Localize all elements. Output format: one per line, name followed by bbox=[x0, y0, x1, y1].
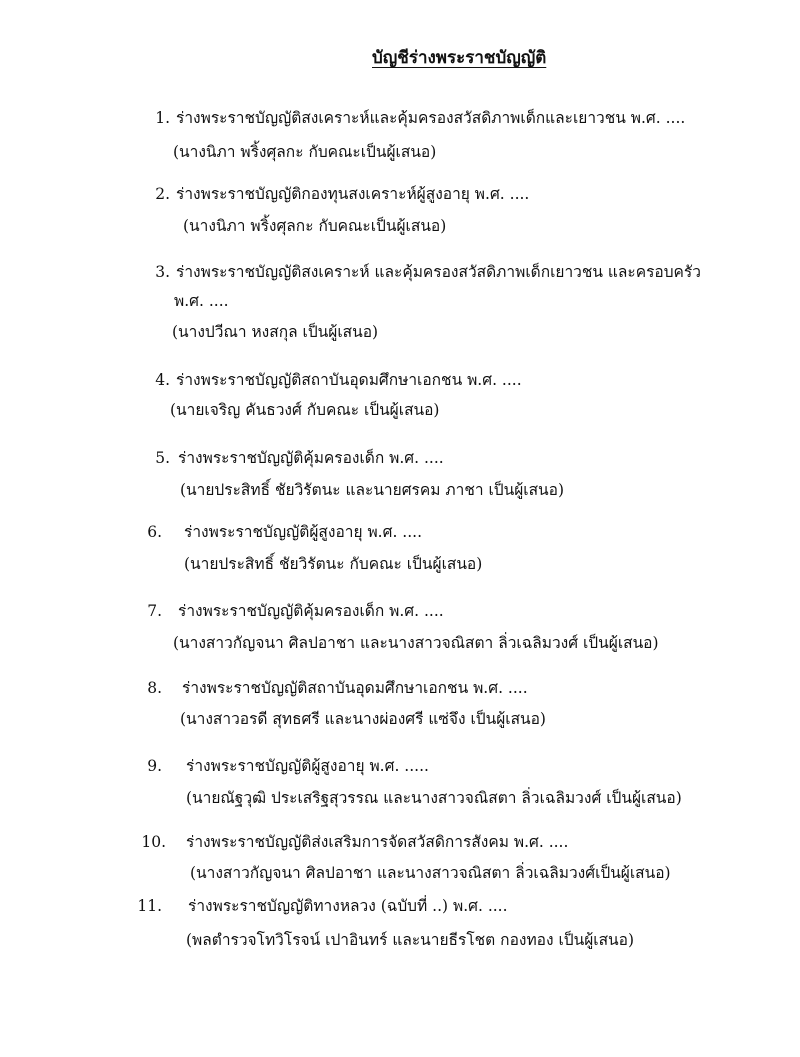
bill-proposer: (นางนิภา พริ้งศุลกะ กับคณะเป็นผู้เสนอ) bbox=[173, 143, 437, 161]
bill-proposer: (นายเจริญ คันธวงศ์ กับคณะ เป็นผู้เสนอ) bbox=[170, 401, 440, 419]
item-number: 6. bbox=[147, 523, 162, 541]
bill-proposer: (นายประสิทธิ์ ชัยวิรัตนะ และนายศรคม ภาชา เป็นผู้เสนอ) bbox=[180, 481, 564, 499]
bill-title: ร่างพระราชบัญญัติทางหลวง (ฉบับที่ ..) พ.ศ. .... bbox=[188, 897, 508, 915]
bill-proposer: (นายณัฐวุฒิ ประเสริฐสุวรรณ และนางสาวจณิสตา ลิ่วเฉลิมวงศ์ เป็นผู้เสนอ) bbox=[186, 789, 682, 807]
item-number: 10. bbox=[141, 833, 166, 851]
bill-proposer: (นายประสิทธิ์ ชัยวิรัตนะ กับคณะ เป็นผู้เสนอ) bbox=[184, 555, 483, 573]
bill-title: ร่างพระราชบัญญัติส่งเสริมการจัดสวัสดิการสังคม พ.ศ. .... bbox=[186, 833, 569, 851]
document-title: บัญชีร่างพระราชบัญญัติ bbox=[372, 48, 547, 68]
bill-title: ร่างพระราชบัญญัติผู้สูงอายุ พ.ศ. .... bbox=[184, 523, 423, 541]
bill-title: ร่างพระราชบัญญัติคุ้มครองเด็ก พ.ศ. .... bbox=[178, 449, 444, 467]
item-number: 2. bbox=[155, 185, 170, 203]
item-number: 3. bbox=[155, 263, 170, 281]
item-number: 4. bbox=[155, 371, 170, 389]
bill-proposer: (นางปวีณา หงสกุล เป็นผู้เสนอ) bbox=[172, 323, 379, 341]
bill-title: ร่างพระราชบัญญัติกองทุนสงเคราะห์ผู้สูงอายุ พ.ศ. .... bbox=[176, 185, 530, 203]
item-number: 9. bbox=[147, 757, 162, 775]
bill-proposer: (พลตำรวจโทวิโรจน์ เปาอินทร์ และนายธีรโชต กองทอง เป็นผู้เสนอ) bbox=[186, 931, 634, 949]
item-number: 7. bbox=[147, 602, 162, 620]
bill-title: ร่างพระราชบัญญัติผู้สูงอายุ พ.ศ. ..... bbox=[186, 757, 429, 775]
bill-proposer: (นางสาวกัญจนา ศิลปอาชา และนางสาวจณิสตา ลิ่วเฉลิมวงศ์ เป็นผู้เสนอ) bbox=[173, 634, 659, 652]
bill-proposer: (นางสาวอรดี สุทธศรี และนางผ่องศรี แซ่จึง เป็นผู้เสนอ) bbox=[180, 710, 546, 728]
bill-title: ร่างพระราชบัญญัติคุ้มครองเด็ก พ.ศ. .... bbox=[178, 602, 444, 620]
bill-title: ร่างพระราชบัญญัติสงเคราะห์และคุ้มครองสวัสดิภาพเด็กและเยาวชน พ.ศ. .... bbox=[176, 109, 686, 127]
bill-proposer: (นางนิภา พริ้งศุลกะ กับคณะเป็นผู้เสนอ) bbox=[183, 217, 447, 235]
bill-title: ร่างพระราชบัญญัติสถาบันอุดมศึกษาเอกชน พ.ศ. .... bbox=[176, 371, 522, 389]
bill-title-continued: พ.ศ. .... bbox=[174, 292, 229, 310]
bill-proposer: (นางสาวกัญจนา ศิลปอาชา และนางสาวจณิสตา ลิ่วเฉลิมวงศ์เป็นผู้เสนอ) bbox=[190, 864, 671, 882]
bill-title: ร่างพระราชบัญญัติสถาบันอุดมศึกษาเอกชน พ.ศ. .... bbox=[182, 679, 528, 697]
item-number: 8. bbox=[147, 679, 162, 697]
item-number: 11. bbox=[137, 897, 162, 915]
item-number: 1. bbox=[155, 109, 170, 127]
bill-title: ร่างพระราชบัญญัติสงเคราะห์ และคุ้มครองสวัสดิภาพเด็กเยาวชน และครอบครัว bbox=[176, 263, 701, 281]
item-number: 5. bbox=[155, 449, 170, 467]
